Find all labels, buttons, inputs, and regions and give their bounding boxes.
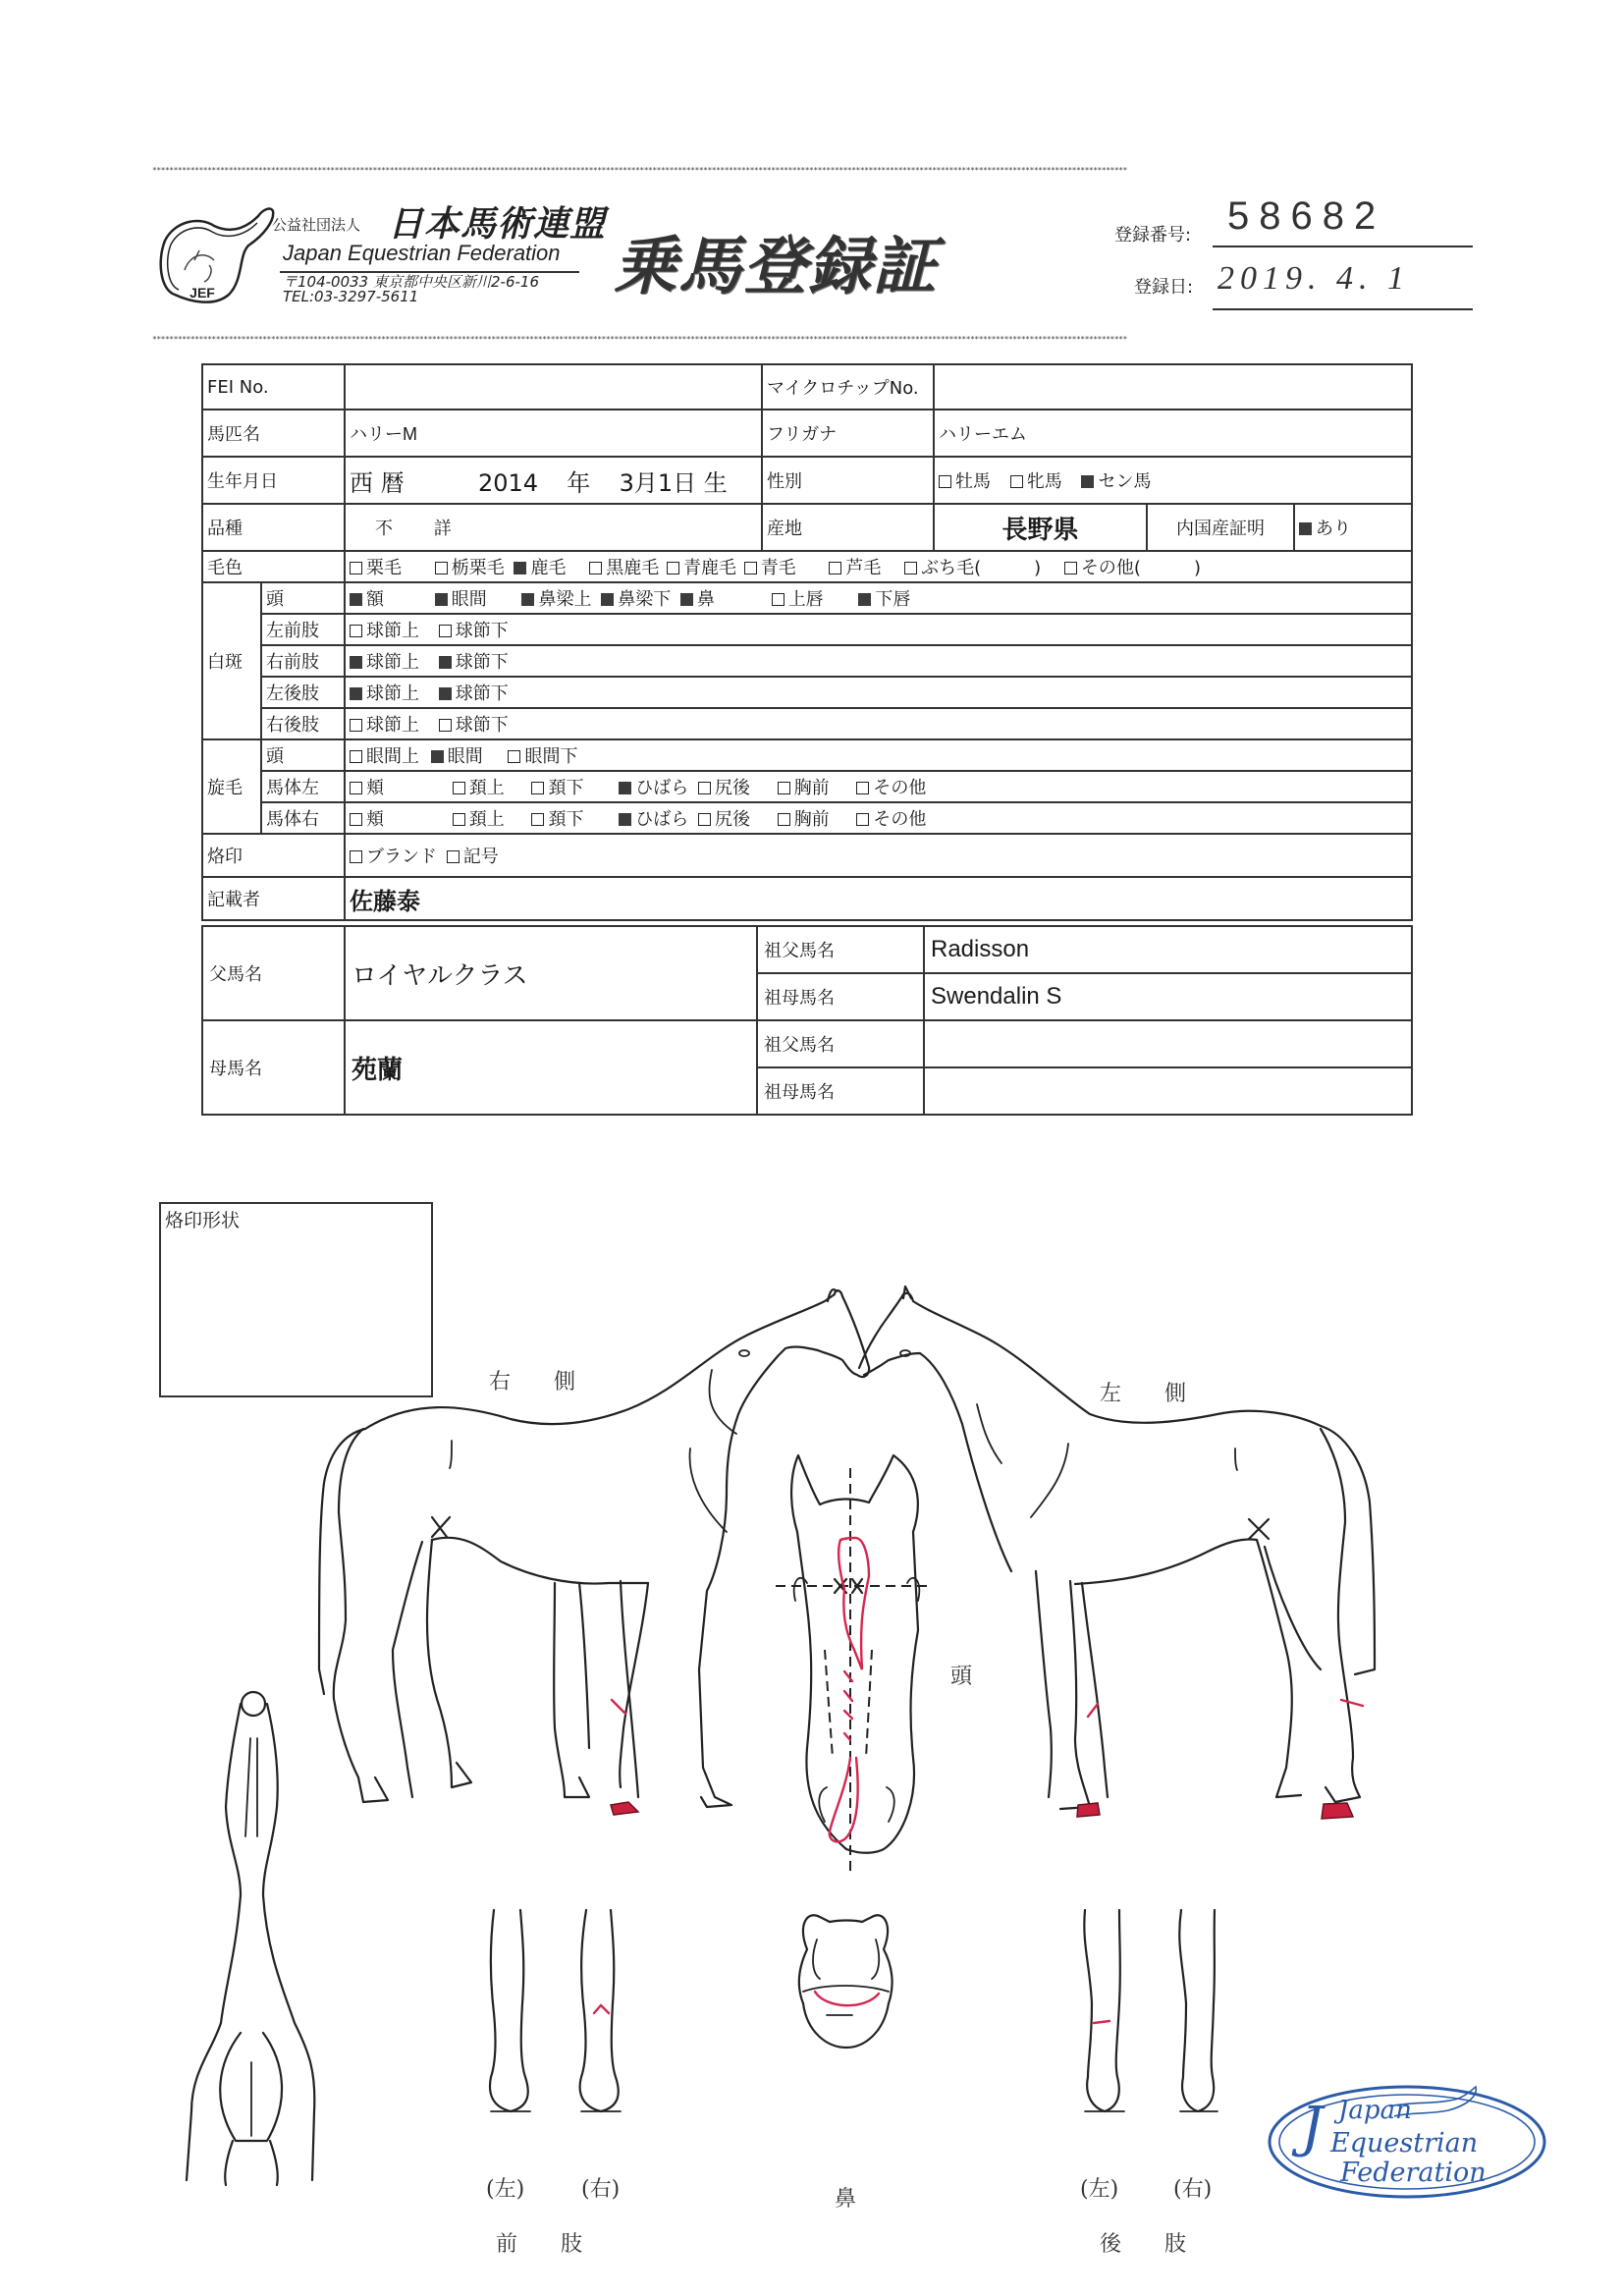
whorl-option[interactable]: 胸前: [778, 805, 830, 831]
left-side-label: 左 側: [1100, 1382, 1187, 1406]
whorl-option[interactable]: ひばら: [619, 805, 688, 831]
sex-label: 性別: [762, 457, 934, 504]
brand-option[interactable]: ブランド: [350, 843, 437, 868]
coat-option[interactable]: ぶち毛( ): [904, 554, 1041, 579]
sire-grandsire-label: 祖父馬名: [757, 926, 924, 973]
star-border-bottom: **************************************************************************************************************************************************************************************************************************************: [152, 336, 1127, 344]
whorl-option[interactable]: 頚下: [531, 805, 583, 831]
white-option[interactable]: 眼間: [435, 585, 487, 611]
whorl-option[interactable]: 眼間上: [350, 742, 419, 768]
right-side-label: 右 側: [489, 1370, 576, 1394]
address-line: 〒104-0033 東京都中央区新川2-6-16: [283, 273, 539, 291]
coat-option[interactable]: 黒鹿毛: [589, 554, 659, 579]
whorl-option[interactable]: 頬: [350, 774, 384, 799]
brand-label: 烙印: [202, 834, 345, 877]
whorl-part-label: 馬体右: [261, 802, 345, 834]
foreleg-left-label: (左): [486, 2177, 525, 2202]
birth-label: 生年月日: [202, 457, 345, 504]
coat-color-label: 毛色: [202, 551, 345, 582]
microchip-label: マイクロチップNo.: [762, 364, 934, 410]
hindleg-caption: 後 肢: [1100, 2232, 1187, 2257]
recorder-label: 記載者: [202, 877, 345, 920]
org-prefix: 公益社団法人: [272, 216, 361, 234]
white-part-label: 左後肢: [261, 677, 345, 708]
dam-grandsire-label: 祖父馬名: [757, 1020, 924, 1067]
white-option[interactable]: 球節上: [350, 648, 419, 674]
furigana-label: フリガナ: [762, 410, 934, 457]
foreleg-caption: 前 肢: [496, 2232, 583, 2257]
white-part-label: 頭: [261, 582, 345, 614]
coat-option[interactable]: 鹿毛: [514, 554, 566, 579]
coat-option[interactable]: 青毛: [744, 554, 796, 579]
star-border-top: **************************************************************************************************************************************************************************************************************************************: [152, 167, 1127, 175]
registration-date: 2019. 4. 1: [1217, 260, 1410, 297]
whorl-option[interactable]: ひばら: [619, 774, 688, 799]
domestic-cert-label: 内国産証明: [1147, 504, 1294, 551]
whorl-option[interactable]: 頚上: [453, 805, 505, 831]
whorl-option[interactable]: 胸前: [778, 774, 830, 799]
white-option[interactable]: 鼻梁下: [601, 585, 671, 611]
sire-granddam-value: Swendalin S: [924, 973, 1412, 1020]
hindleg-right-label: (右): [1173, 2177, 1213, 2202]
registration-number: 58682: [1227, 194, 1386, 238]
sire-label: 父馬名: [202, 926, 345, 1020]
coat-option[interactable]: 栃栗毛: [435, 554, 505, 579]
svg-text:JEF: JEF: [189, 285, 215, 301]
white-option[interactable]: 球節下: [439, 617, 509, 642]
origin-value: 長野県: [934, 504, 1147, 551]
jef-official-stamp: [1262, 2077, 1556, 2214]
sex-option-stallion[interactable]: 牡馬: [939, 467, 991, 493]
birth-month-day: 3月1日: [619, 468, 697, 497]
white-option[interactable]: 球節下: [439, 711, 509, 737]
org-name-jp: 日本馬術連盟: [388, 204, 607, 245]
dam-value: 苑蘭: [345, 1020, 757, 1115]
furigana-value: ハリーエム: [934, 410, 1412, 457]
whorl-option[interactable]: 頬: [350, 805, 384, 831]
coat-option[interactable]: 栗毛: [350, 554, 402, 579]
white-part-label: 右後肢: [261, 708, 345, 739]
origin-label: 産地: [762, 504, 934, 551]
horse-name-value: ハリーM: [345, 410, 762, 457]
breed-value: 不 詳: [345, 504, 762, 551]
breed-label: 品種: [202, 504, 345, 551]
svg-text:Federation: Federation: [1340, 2158, 1487, 2188]
coat-option[interactable]: その他( ): [1064, 554, 1201, 579]
nose-label: 鼻: [835, 2187, 857, 2212]
foreleg-right-label: (右): [581, 2177, 621, 2202]
registration-number-label: 登録番号:: [1114, 225, 1192, 246]
brand-shape-label: 烙印形状: [165, 1210, 241, 1231]
recorder-value: 佐藤泰: [345, 877, 1412, 920]
tel-line: TEL:03-3297-5611: [283, 288, 419, 305]
fei-label: FEI No.: [202, 364, 345, 410]
white-option[interactable]: 額: [350, 585, 384, 611]
org-name-en: Japan Equestrian Federation: [283, 241, 561, 265]
birth-year: 2014: [477, 468, 539, 497]
domestic-cert-option[interactable]: あり: [1294, 504, 1412, 551]
white-option[interactable]: 球節下: [439, 648, 509, 674]
whorl-option[interactable]: 頚上: [453, 774, 505, 799]
sex-option-mare[interactable]: 牝馬: [1010, 467, 1062, 493]
dam-label: 母馬名: [202, 1020, 345, 1115]
white-part-label: 右前肢: [261, 645, 345, 677]
registration-date-label: 登録日:: [1134, 277, 1194, 298]
white-option[interactable]: 鼻: [680, 585, 715, 611]
svg-text:J: J: [1301, 2096, 1324, 2159]
white-markings-label: 白斑: [202, 582, 261, 739]
svg-text:Japan: Japan: [1338, 2096, 1412, 2125]
white-option[interactable]: 球節下: [439, 680, 509, 705]
white-part-label: 左前肢: [261, 614, 345, 645]
head-label: 頭: [950, 1665, 973, 1689]
white-option[interactable]: 球節上: [350, 617, 419, 642]
whorl-option[interactable]: 眼間: [431, 742, 483, 768]
white-option[interactable]: 球節上: [350, 680, 419, 705]
sire-grandsire-value: Radisson: [924, 926, 1412, 973]
dam-granddam-label: 祖母馬名: [757, 1067, 924, 1115]
birth-suffix: 生: [703, 468, 728, 497]
whorl-option[interactable]: 尻後: [698, 805, 750, 831]
whorls-label: 旋毛: [202, 739, 261, 834]
white-option[interactable]: 上唇: [772, 585, 824, 611]
whorl-option[interactable]: その他: [856, 805, 926, 831]
coat-option[interactable]: 青鹿毛: [667, 554, 736, 579]
sire-granddam-label: 祖母馬名: [757, 973, 924, 1020]
brand-option[interactable]: 記号: [447, 843, 499, 868]
document-title: 乗馬登録証: [614, 231, 938, 303]
white-option[interactable]: 球節上: [350, 711, 419, 737]
whorl-option[interactable]: 尻後: [698, 774, 750, 799]
birth-year-unit: 年: [567, 468, 591, 497]
svg-text:Equestrian: Equestrian: [1330, 2128, 1479, 2159]
sex-option-gelding[interactable]: セン馬: [1081, 467, 1151, 493]
hindleg-left-label: (左): [1080, 2177, 1119, 2202]
white-option[interactable]: 下唇: [858, 585, 910, 611]
white-option[interactable]: 鼻梁上: [521, 585, 591, 611]
whorl-option[interactable]: その他: [856, 774, 926, 799]
birth-era: 西 暦: [350, 468, 405, 497]
coat-option[interactable]: 芦毛: [829, 554, 881, 579]
whorl-part-label: 頭: [261, 739, 345, 771]
whorl-option[interactable]: 頚下: [531, 774, 583, 799]
sire-value: ロイヤルクラス: [345, 926, 757, 1020]
horse-name-label: 馬匹名: [202, 410, 345, 457]
whorl-option[interactable]: 眼間下: [508, 742, 577, 768]
whorl-part-label: 馬体左: [261, 771, 345, 802]
